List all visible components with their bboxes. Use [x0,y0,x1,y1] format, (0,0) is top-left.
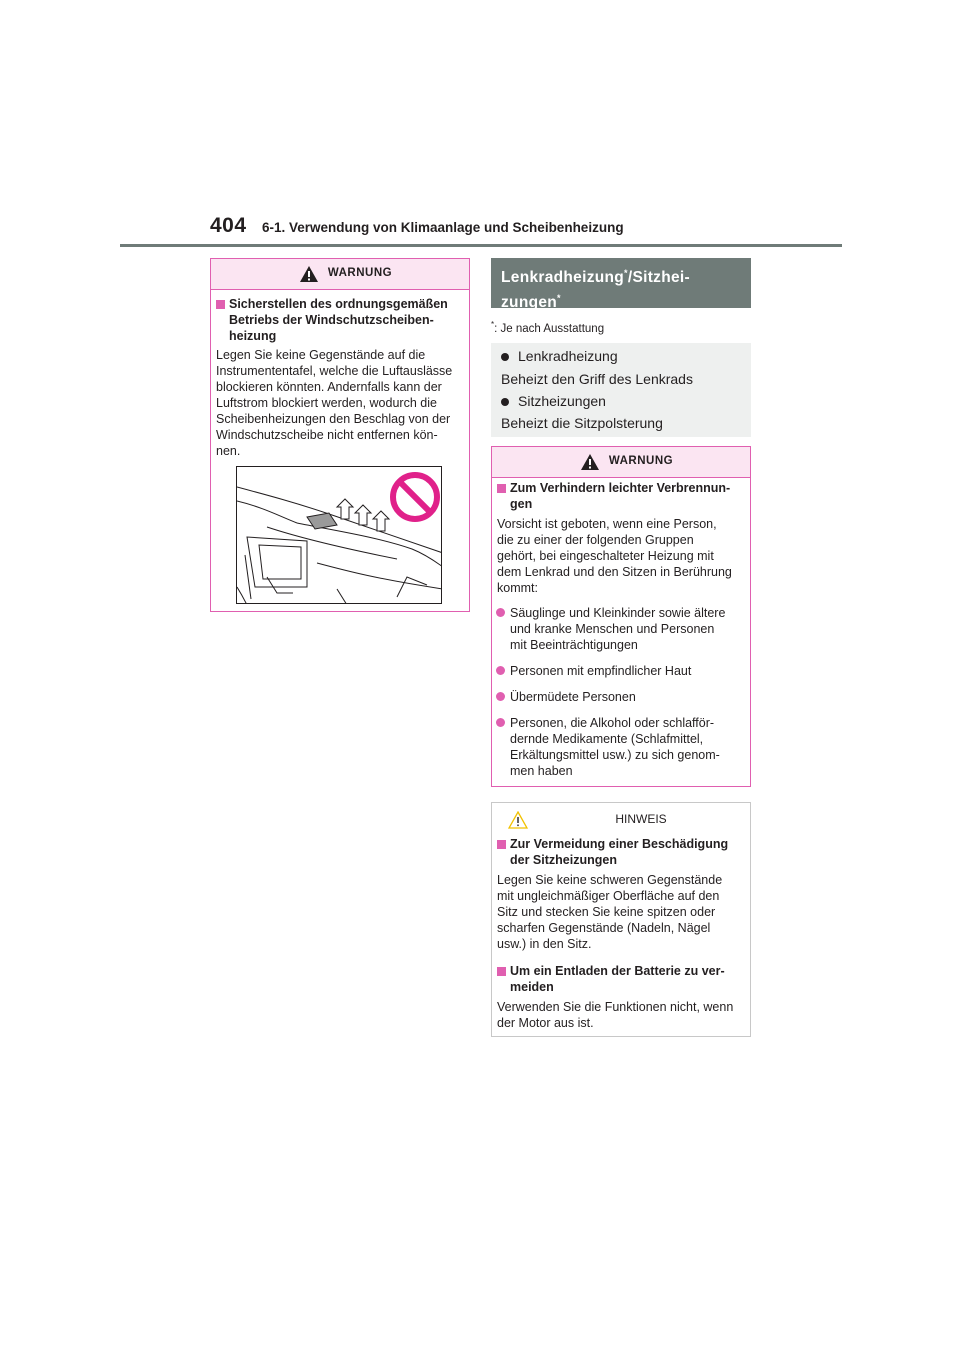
warning-header [211,259,469,290]
square-bullet-icon [216,300,225,309]
bullet-icon [496,666,505,675]
notice-body: Legen Sie keine schweren Gegenstände mit ungleichmäßiger Oberfläche auf den Sitz und stecken Sie keine spitzen oder scharfen Gegenstände (Nadeln, Nägel usw.) in den Sitz. [497,873,723,951]
list-item: Personen mit empfindlicher Haut [510,663,691,679]
footnote: *: Je nach Ausstattung [491,320,605,335]
bullet-icon [501,398,509,406]
warning-box-burns [491,446,751,787]
warning-label: WARNUNG [608,455,674,467]
list-item: Säuglinge und Kleinkinder sowie ältere und kranke Menschen und Personen mit Beeinträchtigungen [510,605,725,653]
section-title: Lenkradheizung*/Sitzhei- zungen* [491,258,751,308]
warning-heading: Zum Verhindern leichter Verbrennun- gen [510,480,730,512]
page-number: 404 [210,214,247,237]
dashboard-illustration [236,466,442,604]
bullet-icon [496,692,505,701]
warning-body: Vorsicht ist geboten, wenn eine Person, die zu einer der folgenden Gruppen gehört, bei eingeschalteter Heizung mit dem Lenkrad und den Sitzen in Berührung kommt: [497,517,732,595]
warning-header [492,447,750,478]
warning-body: Legen Sie keine Gegenstände auf die Instrumententafel, welche die Luftauslässe blockieren könnten. Andernfalls kann der Luftstrom blockiert werden, wodurch die Scheibenheizungen den Beschlag von der Windschutzscheibe nicht entfernen kön- nen. [216,348,453,458]
feature-item: Sitzheizungen [518,393,606,409]
feature-list [491,343,751,437]
notice-header [492,803,750,833]
dashboard-with-object-image [237,467,442,604]
feature-item: Lenkradheizung [518,348,618,364]
square-bullet-icon [497,840,506,849]
bullet-icon [496,608,505,617]
square-bullet-icon [497,967,506,976]
notice-label: HINWEIS [615,812,667,826]
warning-label: WARNUNG [327,267,393,279]
list-item: Übermüdete Personen [510,689,636,705]
warning-heading: Sicherstellen des ordnungsgemäßen Betriebs der Windschutzscheiben- heizung [229,296,448,344]
feature-description: Beheizt den Griff des Lenkrads [501,371,693,387]
notice-heading: Um ein Entladen der Batterie zu ver- meiden [510,963,725,995]
chapter-title: 6-1. Verwendung von Klimaanlage und Scheibenheizung [262,220,624,235]
list-item: Personen, die Alkohol oder schlafför- dernde Medikamente (Schlafmittel, Erkältungsmittel usw.) zu sich genom- men haben [510,715,720,779]
feature-description: Beheizt die Sitzpolsterung [501,415,663,431]
square-bullet-icon [497,484,506,493]
notice-box [491,802,751,1037]
bullet-icon [496,718,505,727]
header-rule [120,244,842,247]
bullet-icon [501,353,509,361]
notice-heading: Zur Vermeidung einer Beschädigung der Sitzheizungen [510,836,728,868]
notice-body: Verwenden Sie die Funktionen nicht, wenn der Motor aus ist. [497,1000,734,1030]
